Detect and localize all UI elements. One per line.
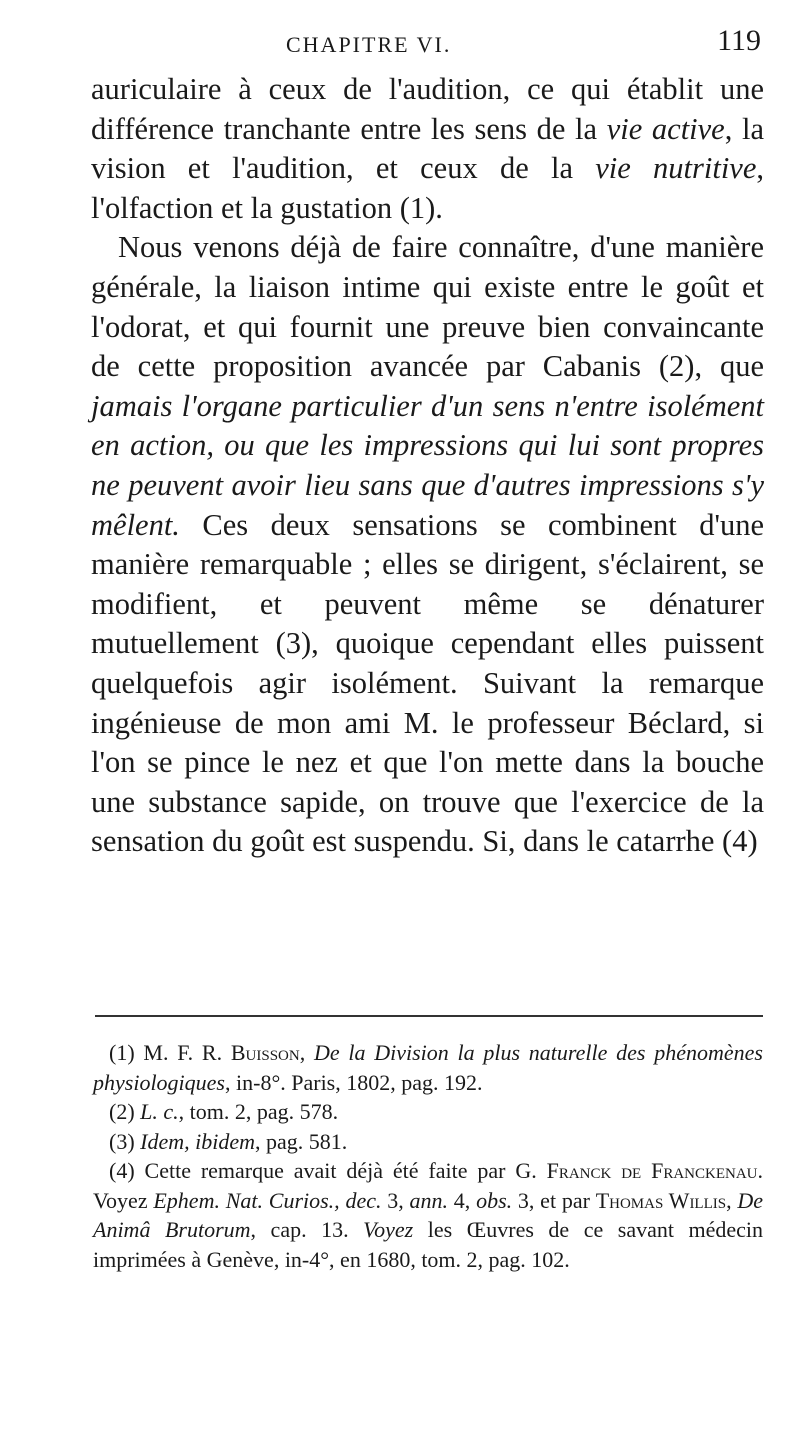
footnotes: [93, 1038, 763, 1274]
italic-run: Voyez: [363, 1217, 414, 1242]
text-run: , in-8°. Paris, 1802, pag. 192.: [225, 1069, 483, 1095]
italic-run: ann.: [409, 1187, 449, 1213]
text-run: 4,: [448, 1187, 477, 1213]
text-run: (1) M. F. R.: [109, 1040, 231, 1065]
running-title: CHAPITRE VI.: [286, 32, 452, 57]
text-run: . Voyez: [93, 1158, 763, 1213]
text-run: ,: [726, 1187, 738, 1213]
work-title: De Animâ Brutorum: [93, 1187, 764, 1242]
text-run: Ces deux sensations se combinent d'une manière remarquable ; elles se dirigent, s'éclairent, se modifient, et peuvent même se dénaturer mutuellement (3), quoique cependant elles puissent quelquefois agir isolément. Suivant la remarque ingénieuse de mon ami M. le professeur Béclard, si l'on se pince le nez et que l'on mette dans la bouche une substance sapide, on trouve que l'exercice de la sensation du goût est suspendu. Si, dans le catarrhe (4): [91, 507, 764, 859]
footnote-4: [93, 1156, 763, 1274]
footnote-2: [93, 1097, 763, 1127]
text-run: , l'olfaction et la gustation (1).: [91, 151, 764, 225]
footnote-3: [93, 1127, 763, 1157]
page-number: 119: [717, 24, 761, 57]
italic-run: L. c.: [140, 1099, 179, 1124]
work-title: De la Division la plus naturelle des phénomènes physiologiques: [93, 1040, 763, 1095]
text-run: , tom. 2, pag. 578.: [178, 1099, 339, 1124]
text-run: (2): [109, 1099, 141, 1124]
text-run: auriculaire à ceux de l'audition, ce qui établit une différence tranchante entre les sens de la: [91, 72, 764, 146]
italic-run: Idem, ibidem: [140, 1128, 256, 1154]
text-run: 3, et par: [512, 1187, 596, 1213]
work-title: Ephem. Nat. Curios., dec.: [153, 1187, 382, 1213]
paragraph-2: [91, 228, 764, 862]
paragraph-1: [91, 70, 764, 228]
main-text: [91, 70, 764, 862]
text-run: , pag. 581.: [255, 1128, 348, 1154]
footnote-1: [93, 1038, 763, 1097]
text-run: , la vision et l'audition, et ceux de la: [91, 111, 765, 186]
text-run: (3): [109, 1128, 141, 1154]
author-name: Buisson: [230, 1040, 300, 1065]
text-run: les Œuvres de ce savant médecin imprimées à Genève, in-4°, en 1680, tom. 2, pag. 102.: [93, 1217, 764, 1272]
italic-run: vie active: [606, 111, 725, 146]
text-run: , cap. 13.: [250, 1217, 364, 1242]
author-name: Franck de Franckenau: [546, 1158, 758, 1183]
text-run: 3,: [381, 1187, 410, 1213]
text-run: (4) Cette remarque avait déjà été faite par G.: [109, 1158, 547, 1183]
italic-run: vie nutritive: [595, 151, 757, 186]
footnote-divider: [95, 1015, 763, 1017]
text-run: ,: [299, 1040, 314, 1065]
author-name: Thomas Willis: [595, 1187, 727, 1213]
italic-run: jamais l'organe particulier d'un sens n'entre isolément en action, ou que les impressions qui lui sont propres ne peuvent avoir lieu sans que d'autres impressions s'y mêlent.: [91, 388, 764, 542]
italic-run: obs.: [476, 1187, 513, 1213]
running-header: [286, 24, 761, 58]
text-run: Nous venons déjà de faire connaître, d'une manière générale, la liaison intime qui existe entre le goût et l'odorat, et qui fournit une preuve bien convaincante de cette proposition avancée par Cabanis (2), que: [91, 230, 764, 384]
